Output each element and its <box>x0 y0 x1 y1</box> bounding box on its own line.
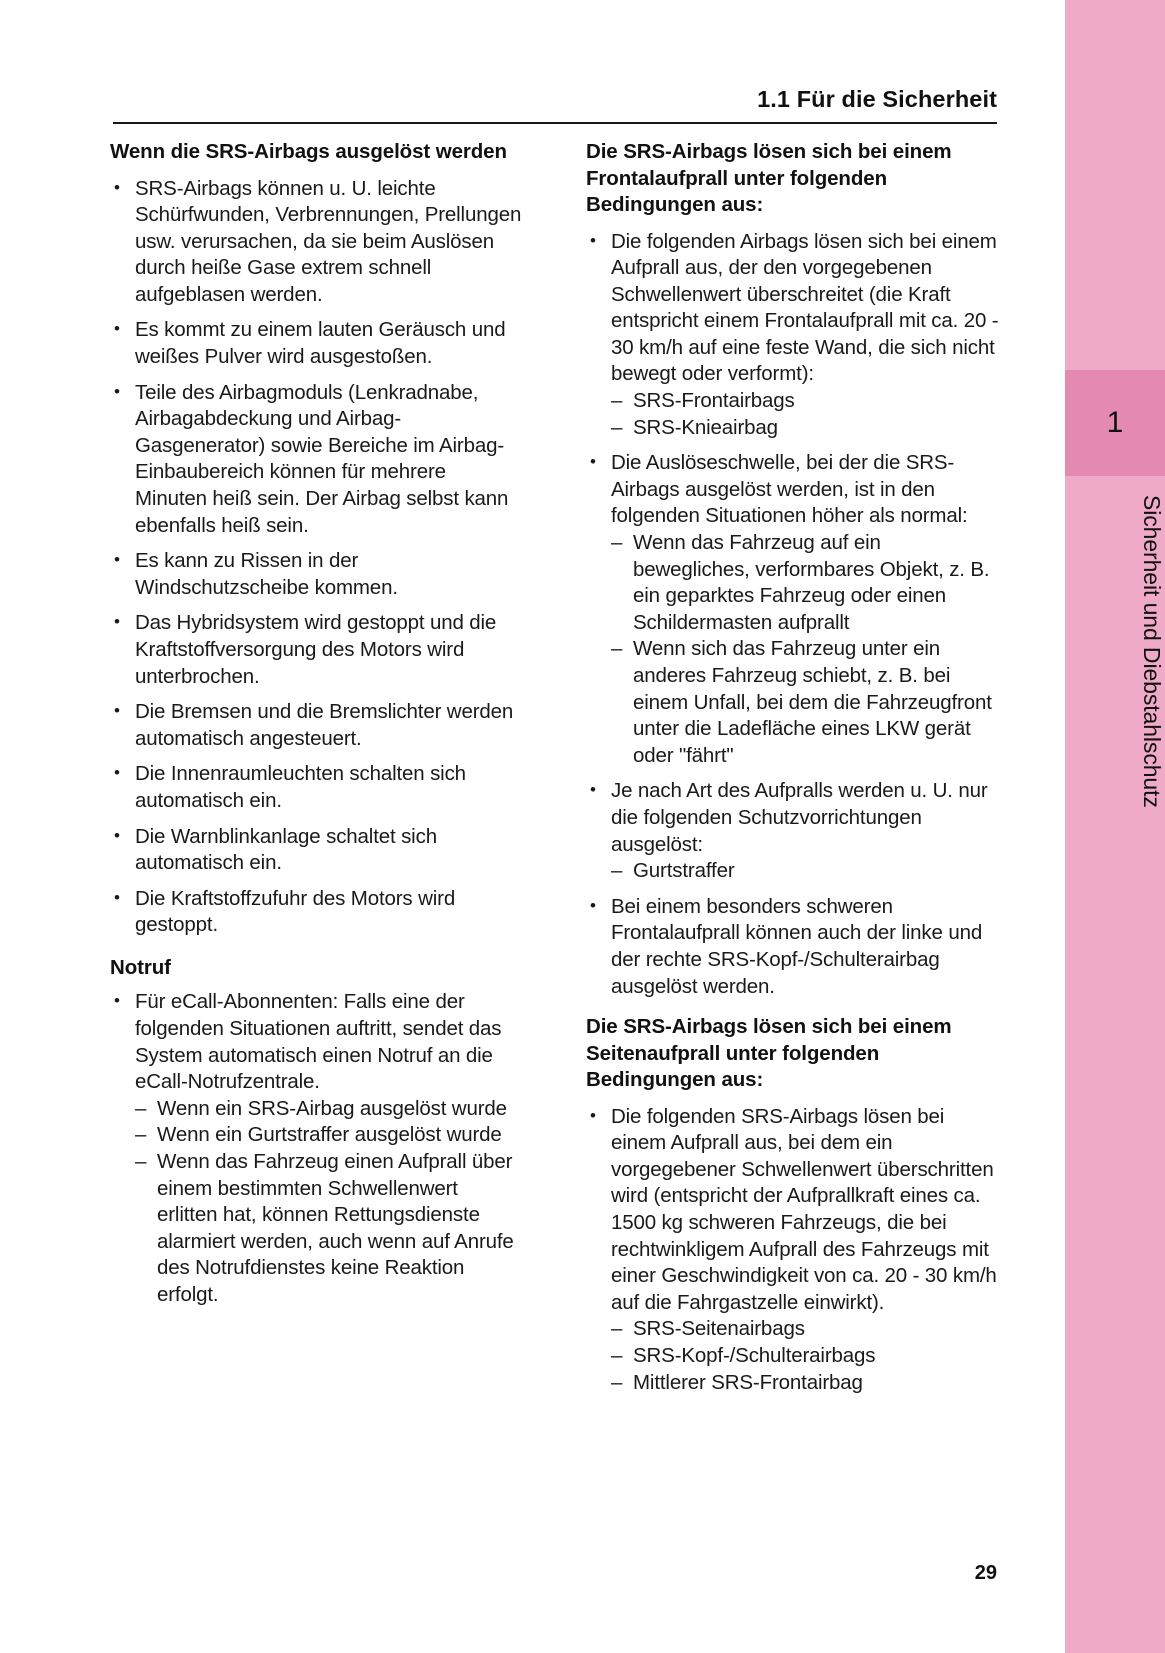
list-item: • Es kann zu Rissen in der Windschutzscheibe kommen. <box>110 548 523 601</box>
list-item-text: Je nach Art des Aufpralls werden u. U. nur die folgenden Schutzvorrichtungen ausgelöst: <box>611 779 988 856</box>
left-column <box>110 139 523 1559</box>
list-item: • Teile des Airbagmoduls (Lenkradnabe, Airbagabdeckung und Airbag-Gasgenerator) sowie Bereiche im Airbag-Einbaubereich können für mehrere Minuten heiß sein. Der Airbag selbst kann ebenfalls heiß sein. <box>110 380 523 540</box>
sub-list-item: – SRS-Frontairbags <box>611 388 999 415</box>
list-item <box>586 778 999 884</box>
list-item: • Die Warnblinkanlage schaltet sich automatisch ein. <box>110 824 523 877</box>
list-item <box>586 229 999 442</box>
sub-list-item: – Wenn ein SRS-Airbag ausgelöst wurde <box>135 1096 523 1123</box>
list-item: • Die Kraftstoffzufuhr des Motors wird gestoppt. <box>110 886 523 939</box>
list-item <box>586 1104 999 1397</box>
side-impact-bullet-list <box>586 1104 999 1397</box>
list-item: • Das Hybridsystem wird gestoppt und die Kraftstoffversorgung des Motors wird unterbrochen. <box>110 610 523 690</box>
chapter-number-block <box>1065 370 1165 476</box>
side-airbag-sub-list <box>611 1316 999 1396</box>
list-item-text: Die Auslöseschwelle, bei der die SRS-Airbags ausgelöst werden, ist in den folgenden Situationen höher als normal: <box>611 451 968 528</box>
list-item-text: Die folgenden Airbags lösen sich bei einem Aufprall aus, der den vorgegebenen Schwellenwert überschreitet (die Kraft entspricht einem Frontalaufprall mit ca. 20 - 30 km/h auf eine feste Wand, die sich nicht bewegt oder verformt): <box>611 229 999 386</box>
list-item: • Die Bremsen und die Bremslichter werden automatisch angesteuert. <box>110 699 523 752</box>
notruf-bullet-list <box>110 989 523 1308</box>
list-item: • Bei einem besonders schweren Frontalaufprall können auch der linke und der rechte SRS-Kopf-/Schulterairbag ausgelöst werden. <box>586 894 999 1000</box>
header-divider <box>113 122 997 124</box>
sub-list-item: – Gurtstraffer <box>611 858 999 885</box>
front-impact-bullet-list <box>586 229 999 1001</box>
left-bullet-list <box>110 176 523 939</box>
sub-list-item: – SRS-Kopf-/Schulterairbags <box>611 1343 999 1370</box>
sub-list-item: – SRS-Knieairbag <box>611 415 999 442</box>
sub-list-item: – Wenn sich das Fahrzeug unter ein anderes Fahrzeug schiebt, z. B. bei einem Unfall, bei dem die Fahrzeugfront unter die Ladefläche eines LKW gerät oder "fährt" <box>611 636 999 769</box>
list-item: • Es kommt zu einem lauten Geräusch und weißes Pulver wird ausgestoßen. <box>110 317 523 370</box>
notruf-sub-list <box>135 1096 523 1309</box>
two-column-body <box>110 139 1000 1559</box>
sub-list-item: – Wenn ein Gurtstraffer ausgelöst wurde <box>135 1122 523 1149</box>
threshold-situations-sub-list <box>611 530 999 769</box>
list-item-text: Die folgenden SRS-Airbags lösen bei einem Aufprall aus, bei dem ein vorgegebener Schwellenwert überschritten wird (entspricht der Aufprallkraft eines ca. 1500 kg schweren Fahrzeugs, die bei rechtwinkligem Aufprall des Fahrzeugs mit einer Geschwindigkeit von ca. 20 - 30 km/h auf die Fahrgastzelle einwirkt). <box>611 1104 997 1314</box>
list-item-text: Für eCall-Abonnenten: Falls eine der folgenden Situationen auftritt, sendet das System automatisch einen Notruf an die eCall-Notrufzentrale. <box>135 990 502 1094</box>
sub-list-item: – SRS-Seitenairbags <box>611 1316 999 1343</box>
front-airbag-sub-list <box>611 388 999 441</box>
right-column <box>586 139 999 1559</box>
protection-devices-sub-list <box>611 858 999 885</box>
chapter-number: 1 <box>1106 406 1124 439</box>
page-number: 29 <box>974 1562 997 1584</box>
list-item <box>586 450 999 769</box>
list-item: • Die Innenraumleuchten schalten sich automatisch ein. <box>110 761 523 814</box>
notruf-heading: Notruf <box>110 955 171 979</box>
sub-list-item: – Wenn das Fahrzeug einen Aufprall über einem bestimmten Schwellenwert erlitten hat, können Rettungsdienste alarmiert werden, auch wenn auf Anrufe des Notrufdienstes keine Reaktion erfolgt. <box>135 1149 523 1309</box>
list-item <box>110 989 523 1308</box>
list-item: • SRS-Airbags können u. U. leichte Schürfwunden, Verbrennungen, Prellungen usw. verursachen, da sie beim Auslösen durch heiße Gase extrem schnell aufgeblasen werden. <box>110 176 523 309</box>
page-header-title: 1.1 Für die Sicherheit <box>757 86 997 112</box>
chapter-label: Sicherheit und Diebstahlschutz <box>1139 495 1165 808</box>
side-impact-heading: Die SRS-Airbags lösen sich bei einem Seitenaufprall unter folgenden Bedingungen aus: <box>586 1015 952 1092</box>
left-section-heading: Wenn die SRS-Airbags ausgelöst werden <box>110 140 507 163</box>
chapter-tab <box>1065 0 1165 1653</box>
sub-list-item: – Mittlerer SRS-Frontairbag <box>611 1370 999 1397</box>
front-impact-heading: Die SRS-Airbags lösen sich bei einem Frontalaufprall unter folgenden Bedingungen aus: <box>586 140 952 216</box>
sub-list-item: – Wenn das Fahrzeug auf ein bewegliches, verformbares Objekt, z. B. ein geparktes Fahrzeug oder einen Schildermasten aufprallt <box>611 530 999 636</box>
